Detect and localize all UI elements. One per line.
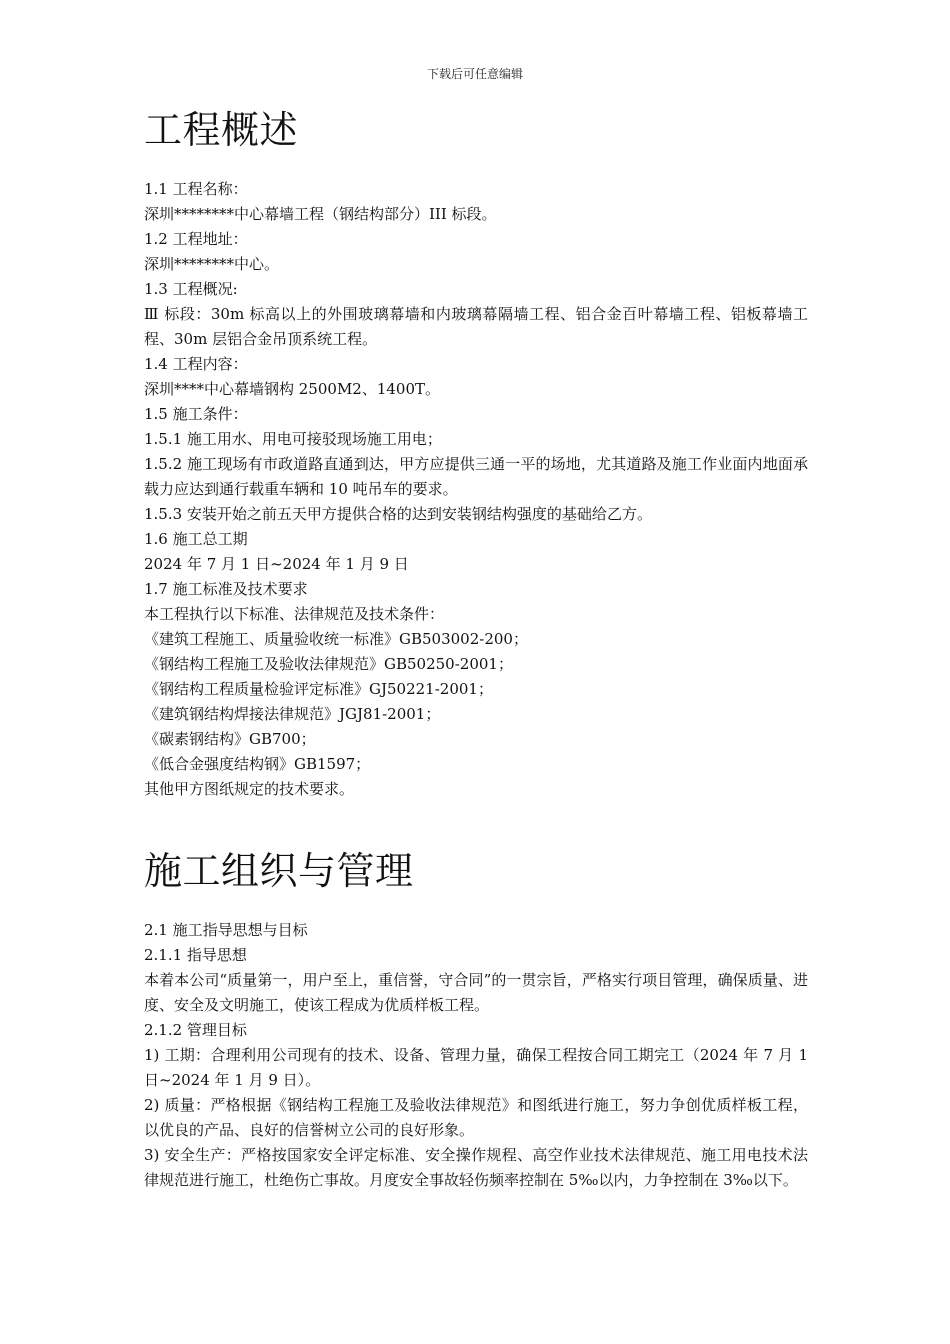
standard-item: 《建筑工程施工、质量验收统一标准》GB503002-200； xyxy=(144,630,528,648)
section-2-title: 施工组织与管理 xyxy=(144,849,414,893)
item-1-5-label: 1.5 施工条件： xyxy=(144,405,248,423)
item-1-7-label: 1.7 施工标准及技术要求 xyxy=(144,580,308,598)
standard-item: 《钢结构工程施工及验收法律规范》GB50250-2001； xyxy=(144,655,513,673)
standard-item: 《低合金强度结构钢》GB1597； xyxy=(144,755,371,773)
goal-safety: 3) 安全生产：严格按国家安全评定标准、安全操作规程、高空作业技术法律规范、施工用电技术法律规范进行施工，杜绝伤亡事故。月度安全事故轻伤频率控制在 5‰以内，力争控制在 3‰以下。 xyxy=(144,1146,808,1189)
standards-intro: 本工程执行以下标准、法律规范及技术条件： xyxy=(144,605,445,623)
section-1-body xyxy=(144,177,808,802)
standard-item: 《碳素钢结构》GB700； xyxy=(144,730,316,748)
page-header-note: 下载后可任意编辑 xyxy=(426,67,523,81)
standard-item: 《钢结构工程质量检验评定标准》GJ50221-2001； xyxy=(144,680,493,698)
item-2-1-label: 2.1 施工指导思想与目标 xyxy=(144,921,308,939)
section-1-title: 工程概述 xyxy=(144,108,299,152)
item-2-1-1-label: 2.1.1 指导思想 xyxy=(144,946,247,964)
item-1-6-label: 1.6 施工总工期 xyxy=(144,530,248,548)
other-requirements: 其他甲方图纸规定的技术要求。 xyxy=(144,780,355,798)
project-overview: Ⅲ 标段：30m 标高以上的外围玻璃幕墙和内玻璃幕隔墙工程、铝合金百叶幕墙工程、铝板幕墙工程、30m 层铝合金吊顶系统工程。 xyxy=(144,305,808,348)
condition-1-5-3: 1.5.3 安装开始之前五天甲方提供合格的达到安装钢结构强度的基础给乙方。 xyxy=(144,505,652,523)
item-1-2-label: 1.2 工程地址： xyxy=(144,230,248,248)
goal-quality: 2) 质量：严格根据《钢结构工程施工及验收法律规范》和图纸进行施工，努力争创优质样板工程，以优良的产品、良好的信誉树立公司的良好形象。 xyxy=(144,1096,808,1139)
item-2-1-2-label: 2.1.2 管理目标 xyxy=(144,1021,247,1039)
section-2-body xyxy=(144,918,808,1193)
item-1-4-label: 1.4 工程内容： xyxy=(144,355,248,373)
condition-1-5-1: 1.5.1 施工用水、用电可接驳现场施工用电； xyxy=(144,430,442,448)
standard-item: 《建筑钢结构焊接法律规范》JGJ81-2001； xyxy=(144,705,441,723)
project-name: 深圳********中心幕墙工程（钢结构部分）III 标段。 xyxy=(144,205,497,223)
construction-period: 2024 年 7 月 1 日~2024 年 1 月 9 日 xyxy=(144,555,409,573)
guiding-principle: 本着本公司“质量第一，用户至上，重信誉，守合同”的一贯宗旨，严格实行项目管理，确保质量、进度、安全及文明施工，使该工程成为优质样板工程。 xyxy=(144,971,808,1014)
project-content: 深圳****中心幕墙钢构 2500M2、1400T。 xyxy=(144,380,441,398)
item-1-1-label: 1.1 工程名称： xyxy=(144,180,248,198)
item-1-3-label: 1.3 工程概况: xyxy=(144,280,238,298)
goal-schedule: 1) 工期：合理利用公司现有的技术、设备、管理力量，确保工程按合同工期完工（2024 年 7 月 1 日~2024 年 1 月 9 日）。 xyxy=(144,1046,808,1089)
project-address: 深圳********中心。 xyxy=(144,255,280,273)
condition-1-5-2: 1.5.2 施工现场有市政道路直通到达，甲方应提供三通一平的场地，尤其道路及施工作业面内地面承载力应达到通行载重车辆和 10 吨吊车的要求。 xyxy=(144,455,808,498)
